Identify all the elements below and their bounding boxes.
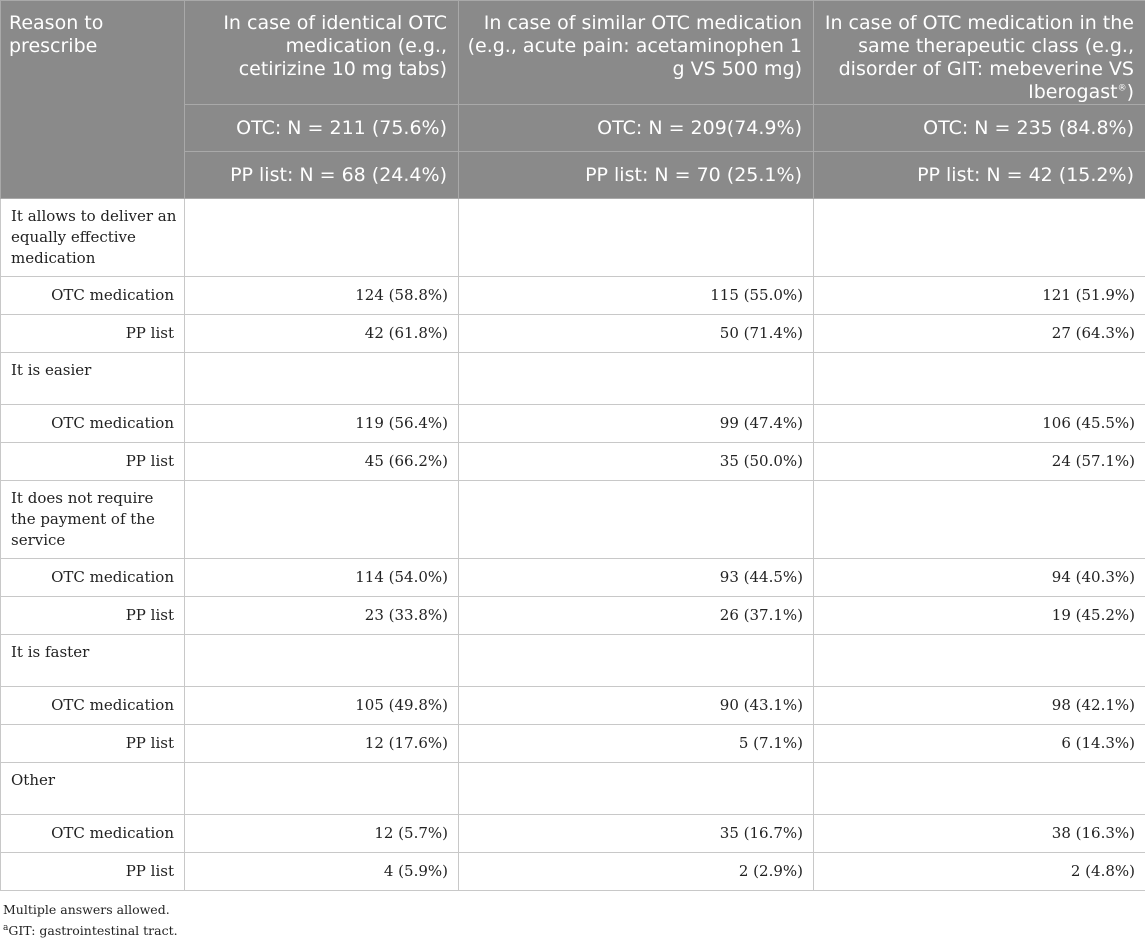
cell-value: 23 (33.8%) (185, 597, 459, 635)
empty-cell (814, 199, 1145, 277)
section-label: It allows to deliver an equally effective medication (1, 199, 185, 277)
table-row (1, 315, 1145, 353)
footnote-git (3, 920, 1145, 941)
otc-n-identical: OTC: N = 211 (75.6%) (185, 105, 459, 152)
section-label: It is easier (1, 353, 185, 405)
table-row (1, 725, 1145, 763)
cell-value: 115 (55.0%) (459, 277, 814, 315)
cell-value: 50 (71.4%) (459, 315, 814, 353)
section-label: It is faster (1, 635, 185, 687)
cell-value: 2 (4.8%) (814, 853, 1145, 891)
cell-value: 2 (2.9%) (459, 853, 814, 891)
cell-value: 99 (47.4%) (459, 405, 814, 443)
row-label: OTC medication (1, 815, 185, 853)
empty-cell (459, 635, 814, 687)
section-row (1, 481, 1145, 559)
row-label: OTC medication (1, 559, 185, 597)
header-reason: Reason to prescribe (1, 1, 185, 199)
section-row (1, 199, 1145, 277)
empty-cell (459, 353, 814, 405)
empty-cell (814, 635, 1145, 687)
table-footnotes (0, 891, 1145, 941)
cell-value: 98 (42.1%) (814, 687, 1145, 725)
cell-value: 5 (7.1%) (459, 725, 814, 763)
empty-cell (814, 481, 1145, 559)
footnote-marker: a (3, 923, 8, 933)
pp-n-similar: PP list: N = 70 (25.1%) (459, 152, 814, 199)
row-label: PP list (1, 315, 185, 353)
row-label: PP list (1, 597, 185, 635)
section-row (1, 763, 1145, 815)
pp-n-same-class: PP list: N = 42 (15.2%) (814, 152, 1145, 199)
row-label: PP list (1, 443, 185, 481)
table-row (1, 443, 1145, 481)
cell-value: 6 (14.3%) (814, 725, 1145, 763)
section-label: Other (1, 763, 185, 815)
empty-cell (185, 199, 459, 277)
table-row (1, 687, 1145, 725)
table-header (1, 1, 1145, 199)
cell-value: 19 (45.2%) (814, 597, 1145, 635)
cell-value: 105 (49.8%) (185, 687, 459, 725)
section-row (1, 353, 1145, 405)
empty-cell (814, 763, 1145, 815)
otc-n-same-class: OTC: N = 235 (84.8%) (814, 105, 1145, 152)
cell-value: 35 (16.7%) (459, 815, 814, 853)
cell-value: 27 (64.3%) (814, 315, 1145, 353)
cell-value: 12 (5.7%) (185, 815, 459, 853)
cell-value: 12 (17.6%) (185, 725, 459, 763)
table-row (1, 277, 1145, 315)
row-label: PP list (1, 853, 185, 891)
table-row (1, 405, 1145, 443)
header-identical-otc: In case of identical OTC medication (e.g., cetirizine 10 mg tabs) (185, 1, 459, 105)
empty-cell (814, 353, 1145, 405)
empty-cell (185, 763, 459, 815)
cell-value: 35 (50.0%) (459, 443, 814, 481)
cell-value: 24 (57.1%) (814, 443, 1145, 481)
footnote-git-text: GIT: gastrointestinal tract. (8, 923, 177, 938)
cell-value: 42 (61.8%) (185, 315, 459, 353)
footnote-multiple-answers: Multiple answers allowed. (3, 899, 1145, 920)
otc-n-similar: OTC: N = 209(74.9%) (459, 105, 814, 152)
header-same-class-otc (814, 1, 1145, 105)
empty-cell (459, 199, 814, 277)
empty-cell (185, 481, 459, 559)
header-similar-otc: In case of similar OTC medication (e.g., acute pain: acetaminophen 1 g VS 500 mg) (459, 1, 814, 105)
section-label: It does not require the payment of the service (1, 481, 185, 559)
table-body (1, 199, 1145, 891)
cell-value: 124 (58.8%) (185, 277, 459, 315)
empty-cell (185, 353, 459, 405)
table-row (1, 597, 1145, 635)
row-label: OTC medication (1, 687, 185, 725)
cell-value: 4 (5.9%) (185, 853, 459, 891)
header-same-class-text: In case of OTC medication in the same therapeutic class (e.g., disorder of GIT: mebeverine VS Iberogast (825, 12, 1134, 103)
row-label: PP list (1, 725, 185, 763)
table-row (1, 559, 1145, 597)
table-row (1, 853, 1145, 891)
cell-value: 121 (51.9%) (814, 277, 1145, 315)
registered-mark: ® (1118, 84, 1127, 94)
empty-cell (185, 635, 459, 687)
cell-value: 26 (37.1%) (459, 597, 814, 635)
header-same-class-close: ) (1127, 81, 1134, 103)
empty-cell (459, 481, 814, 559)
row-label: OTC medication (1, 277, 185, 315)
cell-value: 38 (16.3%) (814, 815, 1145, 853)
table-row (1, 815, 1145, 853)
cell-value: 45 (66.2%) (185, 443, 459, 481)
pp-n-identical: PP list: N = 68 (24.4%) (185, 152, 459, 199)
cell-value: 90 (43.1%) (459, 687, 814, 725)
empty-cell (459, 763, 814, 815)
cell-value: 106 (45.5%) (814, 405, 1145, 443)
cell-value: 119 (56.4%) (185, 405, 459, 443)
cell-value: 114 (54.0%) (185, 559, 459, 597)
cell-value: 94 (40.3%) (814, 559, 1145, 597)
cell-value: 93 (44.5%) (459, 559, 814, 597)
row-label: OTC medication (1, 405, 185, 443)
section-row (1, 635, 1145, 687)
